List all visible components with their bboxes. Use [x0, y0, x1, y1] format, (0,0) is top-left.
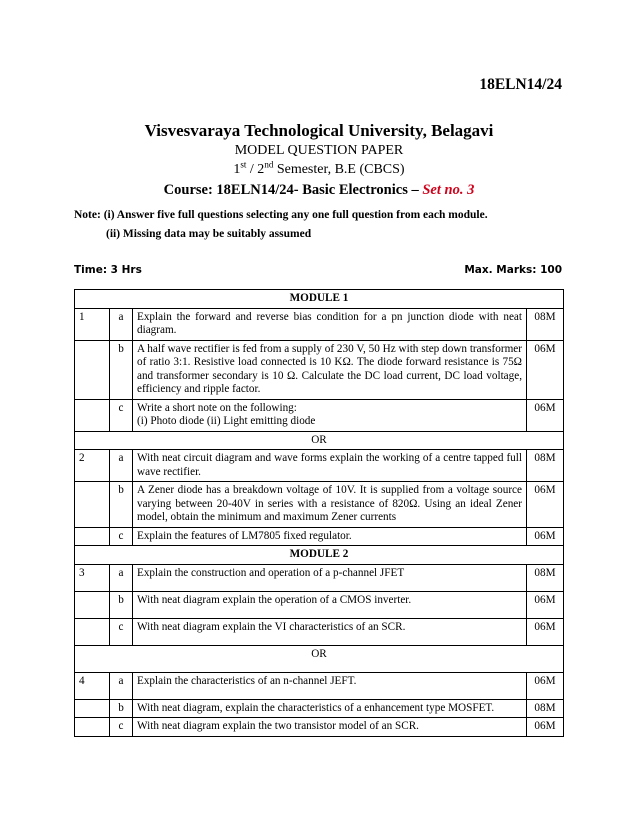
question-number: 3	[75, 564, 110, 591]
question-marks: 06M	[527, 482, 564, 528]
course-text: Course: 18ELN14/24- Basic Electronics –	[163, 182, 423, 198]
question-text: With neat circuit diagram and wave forms explain the working of a centre tapped full wave rectifier.	[133, 450, 527, 482]
question-row	[75, 482, 564, 528]
question-number	[75, 340, 110, 399]
question-number	[75, 699, 110, 718]
sem-1-sup: st	[240, 159, 247, 170]
sub-question-letter: a	[110, 450, 133, 482]
question-number	[75, 591, 110, 618]
question-number	[75, 618, 110, 645]
sub-question-letter: c	[110, 399, 133, 431]
sem-2-sup: nd	[264, 159, 274, 170]
question-marks: 08M	[527, 564, 564, 591]
question-text: Write a short note on the following: (i) Photo diode (ii) Light emitting diode	[133, 399, 527, 431]
semester-line	[0, 159, 638, 178]
question-marks: 06M	[527, 527, 564, 546]
question-row	[75, 618, 564, 645]
question-number: 1	[75, 308, 110, 340]
question-text: Explain the construction and operation of a p-channel JFET	[133, 564, 527, 591]
sub-question-letter: b	[110, 340, 133, 399]
question-row	[75, 308, 564, 340]
question-text: A Zener diode has a breakdown voltage of 10V. It is supplied from a voltage source varying between 20-40V in series with a resistance of 820Ω. Using an ideal Zener model, obtain the minimum and maximum Zener currents	[133, 482, 527, 528]
question-number	[75, 399, 110, 431]
question-marks: 06M	[527, 399, 564, 431]
exam-time: Time: 3 Hrs	[74, 264, 142, 276]
module-header-row	[75, 546, 564, 565]
question-row	[75, 672, 564, 699]
question-table	[74, 289, 564, 737]
question-marks: 08M	[527, 450, 564, 482]
question-text: With neat diagram, explain the characteristics of a enhancement type MOSFET.	[133, 699, 527, 718]
paper-type: MODEL QUESTION PAPER	[234, 143, 404, 158]
sem-rest: Semester, B.E (CBCS)	[273, 162, 405, 177]
question-text: With neat diagram explain the two transistor model of an SCR.	[133, 718, 527, 737]
question-text: A half wave rectifier is fed from a supply of 230 V, 50 Hz with step down transformer of ratio 3:1. Resistive load connected is 10 KΩ. The diode forward resistance is 75Ω and transformer secondary is 10 Ω. Calculate the DC load current, DC load voltage, efficiency and ripple factor.	[133, 340, 527, 399]
question-marks: 06M	[527, 340, 564, 399]
question-number: 4	[75, 672, 110, 699]
question-number	[75, 527, 110, 546]
max-marks: Max. Marks: 100	[464, 264, 562, 276]
question-text: Explain the features of LM7805 fixed regulator.	[133, 527, 527, 546]
question-row	[75, 340, 564, 399]
question-marks: 08M	[527, 699, 564, 718]
question-number: 2	[75, 450, 110, 482]
set-number: Set no. 3	[422, 182, 475, 198]
sub-question-letter: b	[110, 482, 133, 528]
question-row	[75, 591, 564, 618]
module-heading: MODULE 1	[75, 290, 564, 309]
sub-question-letter: a	[110, 672, 133, 699]
question-row	[75, 699, 564, 718]
sub-question-letter: c	[110, 527, 133, 546]
sub-question-letter: c	[110, 718, 133, 737]
question-row	[75, 718, 564, 737]
question-row	[75, 450, 564, 482]
question-marks: 06M	[527, 718, 564, 737]
sub-question-letter: a	[110, 308, 133, 340]
university-name: Visvesvaraya Technological University, Belagavi	[144, 121, 494, 140]
question-row	[75, 527, 564, 546]
course-code: 18ELN14/24	[479, 76, 562, 93]
sub-question-letter: b	[110, 699, 133, 718]
question-row	[75, 564, 564, 591]
sub-question-letter: c	[110, 618, 133, 645]
or-separator: OR	[75, 645, 564, 672]
question-text: Explain the characteristics of an n-channel JEFT.	[133, 672, 527, 699]
sub-question-letter: b	[110, 591, 133, 618]
question-number	[75, 718, 110, 737]
question-marks: 06M	[527, 618, 564, 645]
or-separator: OR	[75, 431, 564, 450]
sub-question-letter: a	[110, 564, 133, 591]
or-row	[75, 645, 564, 672]
module-header-row	[75, 290, 564, 309]
note-line-2: (ii) Missing data may be suitably assumed	[106, 228, 312, 240]
question-row	[75, 399, 564, 431]
course-title	[0, 182, 638, 199]
sem-sep: / 2	[246, 162, 265, 177]
question-number	[75, 482, 110, 528]
question-text: With neat diagram explain the operation of a CMOS inverter.	[133, 591, 527, 618]
question-text: Explain the forward and reverse bias condition for a pn junction diode with neat diagram.	[133, 308, 527, 340]
question-text: With neat diagram explain the VI characteristics of an SCR.	[133, 618, 527, 645]
question-marks: 06M	[527, 672, 564, 699]
question-marks: 08M	[527, 308, 564, 340]
or-row	[75, 431, 564, 450]
question-table-body	[75, 290, 564, 737]
module-heading: MODULE 2	[75, 546, 564, 565]
question-marks: 06M	[527, 591, 564, 618]
note-line-1: Note: (i) Answer five full questions selecting any one full question from each module.	[74, 209, 488, 221]
sem-1: 1	[233, 162, 241, 177]
